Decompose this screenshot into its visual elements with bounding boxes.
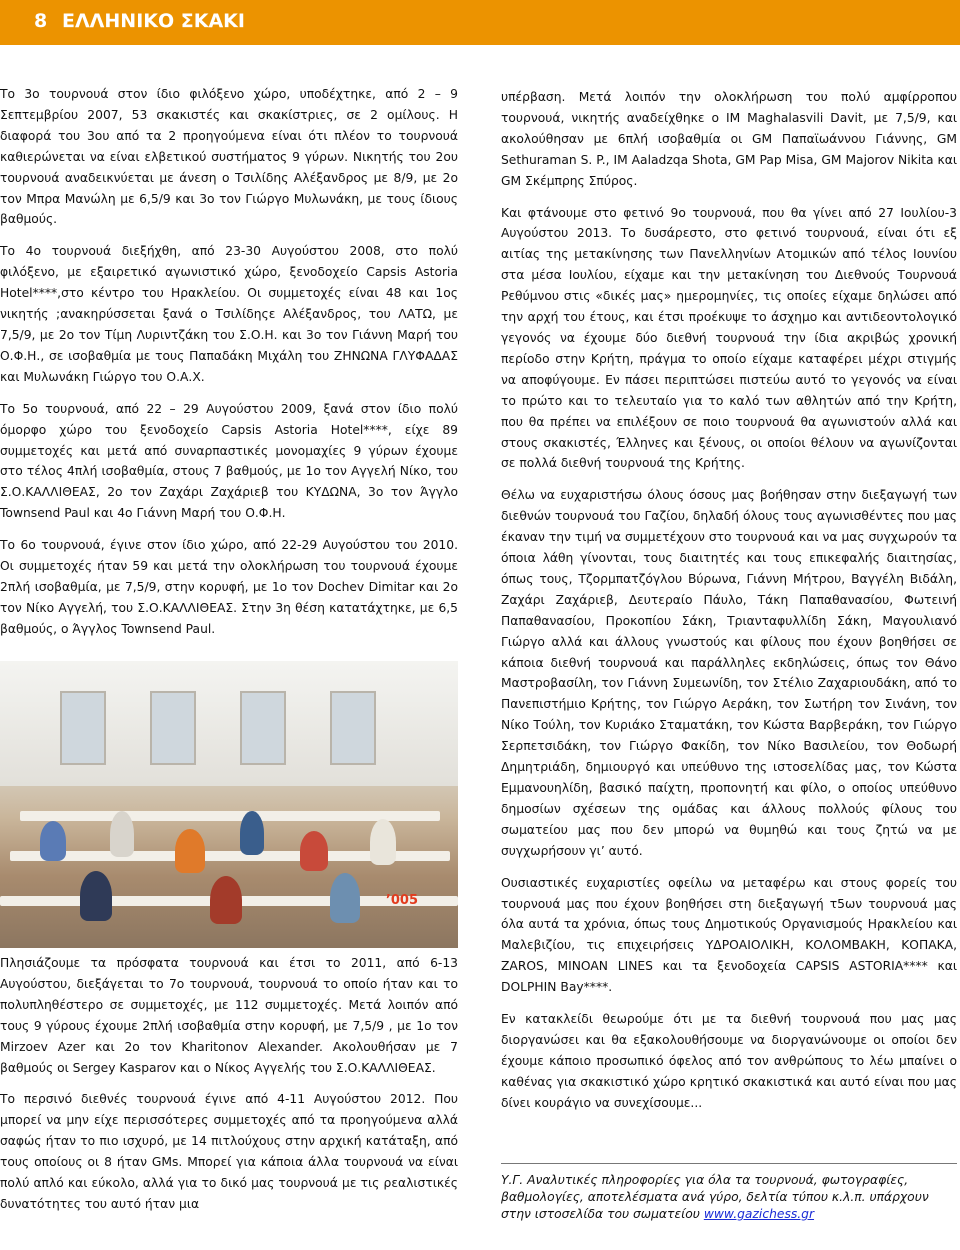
photo-window: [240, 691, 286, 765]
credits-text: Υ.Γ. Αναλυτικές πληροφορίες για όλα τα τουρνουά, φωτογραφίες, βαθμολογίες, αποτελέσματα ανά γύρο, δελτία τύπου κ.λ.π. υπάρχουν στην ιστοσελίδα του σωματείου: [501, 1173, 929, 1221]
photo-window: [60, 691, 106, 765]
credits-note: [501, 1172, 957, 1223]
paragraph: Το 4ο τουρνουά διεξήχθη, από 23-30 Αυγούστου 2008, στο πολύ φιλόξενο, με εξαιρετικό αγωνιστικό χώρο, ξενοδοχείο Capsis Astoria Hotel****,στο κέντρο του Ηρακλείου. Οι συμμετοχές είναι 48 και 1ος νικητής ;ανακηρύσσεται ξανά ο Τσιλίδηςε Αλέξανδρος, του ΛΑΤΩ, με 7,5/9, με 2ο τον Τίμη Λυριντζάκη του Σ.Ο.Η. και 3ο τον Γιάννη Μαρή του Ο.Φ.Η., σε ισοβαθμία με τους Παπαδάκη Μιχάλη του ΖΗΝΩΝΑ ΓΛΥΦΑΔΑΣ και Μυλωνάκη Γιώργο του Ο.Α.Χ.: [0, 244, 458, 384]
photo-person: [110, 811, 134, 857]
page-number: 8: [34, 10, 48, 32]
photo-window: [330, 691, 376, 765]
paragraph: Ουσιαστικές ευχαριστίες οφείλω να μεταφέρω και στους φορείς του τουρνουά μας που έχουν βοηθήσει στη διεξαγωγή τ5ων τουρνουά μας όλα αυτά τα χρόνια, όπως τους Δημοτικούς Οργανισμούς Ηρακλείου και Μαλεβιζίου, τις επιχειρήσεις ΥΔΡΟΑΙΟΛΙΚΗ, ΚΟΛΟΜΒΑΚΗ, ΚΟΠΑΚΑ, ZAROS, MINOAN LINES και τα ξενοδοχεία CAPSIS ASTORIA**** και DOLPHIN Bay****.: [501, 875, 957, 995]
photo-person: [80, 871, 112, 921]
photo-window: [150, 691, 196, 765]
photo-date-stamp: ’005: [385, 893, 418, 908]
header-bar: [0, 0, 960, 45]
tournament-hall-photo: [0, 661, 458, 948]
photo-person: [175, 829, 205, 873]
photo-person: [240, 811, 264, 855]
right-column: [501, 87, 957, 1125]
paragraph: Και φτάνουμε στο φετινό 9ο τουρνουά, που θα γίνει από 27 Ιουλίου-3 Αυγούστου 2013. Το δυσάρεστο, στο φετινό τουρνουά, είναι ότι εξ αιτίας της μετακίνησης των Πανελληνίων Ατομικών από τέλος Ιουνίου στα μέσα Ιουλίου, είχαμε και την μετακίνηση του Διεθνούς Τουρνουά Ρεθύμνου στις «δικές μας» ημερομηνίες, τις οποίες είχαμε δηλώσει από την αρχή του έτους, και έτσι προέκυψε το άσχημο και αντιδεοντολογικό γεγονός να έχουμε δύο διεθνή τουρνουά την ίδια ακριβώς χρονική περίοδο στην Κρήτη, πράγμα το οποίο είχαμε καταφέρει μέχρι στιγμής να αποφύγουμε. Εν πάσει περιπτώσει πιστεύω αυτό το γεγονός να είναι το πρώτο και το τελευταίο για το καλό των αθλητών από την Κρήτη, που θα πρέπει να επιλέξουν σε ποιο τουρνουά θα αγωνιστούν αλλά και στους σκακιστές, Έλληνες και ξένους, οι οποίοι θέλουν να αγωνίζονται σε πολλά διεθνή τουρνουά της Κρήτης.: [501, 205, 957, 471]
left-column-top: [0, 84, 458, 651]
paragraph: Το περσινό διεθνές τουρνουά έγινε από 4-11 Αυγούστου 2012. Που μπορεί να μην είχε περισσότερες συμμετοχές από τα προηγούμενα αλλά σαφώς ήταν το πιο ισχυρό, με 14 πιτλούχους στην αρχική κατάταξη, από τους οποίους οι 8 ήταν GMs. Μπορεί για κάποια άλλα τουρνουά να είναι πολύ απλό και εύκολο, αλλά για το δικό μας τουρνουά με τις ρεαλιστικές δυνατότητες του αυτό ήταν μια: [0, 1092, 458, 1211]
paragraph: υπέρβαση. Μετά λοιπόν την ολοκλήρωση του πολύ αμφίρροπου τουρνουά, νικητής αναδείχθηκε ο IM Maghalasvili Davit, με 7,5/9, και ακολούθησαν με 6πλή ισοβαθμία οι GM Παπαϊωάννου Γιάννης, GM Sethuraman S. P., IM Aaladzqa Shota, GM Pap Misa, GM Majorov Nikita και GM Σκέμπρης Σπύρος.: [501, 90, 957, 188]
footer-divider: [501, 1163, 957, 1164]
photo-table: [20, 811, 440, 821]
paragraph: Πλησιάζουμε τα πρόσφατα τουρνουά και έτσι το 2011, από 6-13 Αυγούστου, διεξάγεται το 7ο τουρνουά, τουρνουά το οποίο ήταν και το πολυπληθέστερο σε συμμετοχές, με 112 συμμετοχές. Μετά λοιπόν από τους 9 γύρους έχουμε 2πλή ισοβαθμία στην κορυφή, με 7,5/9 , με 1ο τον Mirzoev Azer και 2ο τον Kharitonov Alexander. Ακολουθήσαν με 7 βαθμούς οι Sergey Kasparov και ο Νίκος Αγγελής του Σ.Ο.ΚΑΛΛΙΘΕΑΣ.: [0, 956, 458, 1075]
paragraph: Εν κατακλείδι θεωρούμε ότι με τα διεθνή τουρνουά που μας μας διοργανώσει και θα εξακολουθήσουμε να διοργανώνουμε οι οποίοι δεν έχουμε κάποιο προσωπικό όφελος από τον ανθρώπους το λέω μπαίνει ο καθένας για σκακιστικό χώρο κρητικό σκακιστικά και αυτό είναι που μας δίνει κουράγιο να συνεχίσουμε...: [501, 1012, 957, 1110]
photo-person: [210, 876, 242, 924]
website-link[interactable]: www.gazichess.gr: [703, 1207, 815, 1221]
photo-person: [370, 819, 396, 865]
photo-person: [40, 821, 66, 861]
magazine-title: ΕΛΛΗΝΙΚΟ ΣΚΑΚΙ: [62, 10, 245, 32]
paragraph: Θέλω να ευχαριστήσω όλους όσους μας βοήθησαν στην διεξαγωγή των διεθνών τουρνουά του Γαζίου, δηλαδή όλους τους αγωνισθέντες που μας έκαναν την τιμή να συμμετέχουν στο τουρνουά και να μας συγχωρούν τα όποια λάθη γίνονται, τους διαιτητές και τους επικεφαλής διαιτησίας, όπως τους, Τζορμπατζόγλου Βύρωνα, Γιάννη Μήτρου, Βαγγέλη Βιδάλη, Ζαχάρι Ζαχάριεβ, Δευτεραίο Πάυλο, Τάκη Παπαθανασίου, Φωτεινή Παπαθανασίου, Προκοπίου Σάκη, Τριανταφυλλίδη Σάκη, Μαγουλιανό Γιώργο αλλά και άλλους γνωστούς και φίλους που έχουν βοηθήσει σε κάποια διεθνή τουρνουά και παράλληλες εκδηλώσεις, όπως τον Θάνο Μαστροβασίλη, τον Γιάννη Συμεωνίδη, τον Στέλιο Ζαχαριουδάκη, από το Πανεπιστήμιο Κρήτης, τον Γιώργο Αεράκη, τον Σωτήρη τον Σινάνη, τον Νίκο Τούλη, τον Κυριάκο Σταματάκη, τον Κώστα Βαρβεράκη, τον Γιώργο Σερπετσιδάκη, τον Γιώργο Φακίδη, τον Νίκο Βασιλείου, τον Θοδωρή Δημητριάδη, δημιουργό και υπεύθυνο της ιστοσελίδας μας, τον Κώστα Εμμανουηλίδη, βασικό παίχτη, προπονητή και φίλο, ο οποίος υπεύθυνο δημοσίων σχέσεων της ομάδας και άλλους πολλούς φίλους του σωματείου μας που δεν μπορώ να θυμηθώ και τους ζητώ να με συγχωρήσουν γι’ αυτό.: [501, 488, 957, 858]
paragraph: Το 3ο τουρνουά στον ίδιο φιλόξενο χώρο, υποδέχτηκε, από 2 – 9 Σεπτεμβρίου 2007, 53 σκακιστές και σκακίστριες, σε 2 ομίλους. Η διαφορά του 3ου από τα 2 προηγούμενα είναι ότι πλέον το τουρνουά καθιερώνεται να είναι ελβετικού συστήματος 9 γύρων. Νικητής του 2ου τουρνουά αναδεικνύεται με άνεση ο Τσιλίδης Αλέξανδρος με 8/9, με 2ο τον Μπρα Μανώλη με 6,5/9 και 3ο τον Γιώργο Μυλωνάκη, με τους ίδιους βαθμούς.: [0, 87, 458, 227]
photo-person: [330, 873, 360, 923]
photo-person: [300, 831, 328, 871]
left-column-bottom: [0, 953, 458, 1226]
paragraph: Το 5ο τουρνουά, από 22 – 29 Αυγούστου 2009, ξανά στον ίδιο πολύ όμορφο χώρο του ξενοδοχείο Capsis Astoria Hotel****, είχε 89 συμμετοχές και μετά από συναρπαστικές μονομαχίες 9 γύρων έχουμε στο τέλος 4πλή ισοβαθμία, στους 7 βαθμούς, με 1ο τον Αγγελή Νίκο, του Σ.Ο.ΚΑΛΛΙΘΕΑΣ, 2ο τον Ζαχάρι Ζαχάριεβ του ΚΥΔΩΝΑ, 3ο τον Άγγλο Townsend Paul και 4ο Γιάννη Μαρή του Ο.Φ.Η.: [0, 401, 458, 521]
paragraph: Το 6ο τουρνουά, έγινε στον ίδιο χώρο, από 22-29 Αυγούστου του 2010. Οι συμμετοχές ήταν 59 και μετά την ολοκλήρωση του τουρνουά έχουμε 2πλή ισοβαθμία, με 7,5/9, στην κορυφή, με 1ο τον Dochev Dimitar και 2ο τον Νίκο Αγγελή, του Σ.Ο.ΚΑΛΛΙΘΕΑΣ. Στην 3η θέση κατατάχτηκε, με 6,5 βαθμούς, ο Άγγλος Townsend Paul.: [0, 538, 458, 636]
